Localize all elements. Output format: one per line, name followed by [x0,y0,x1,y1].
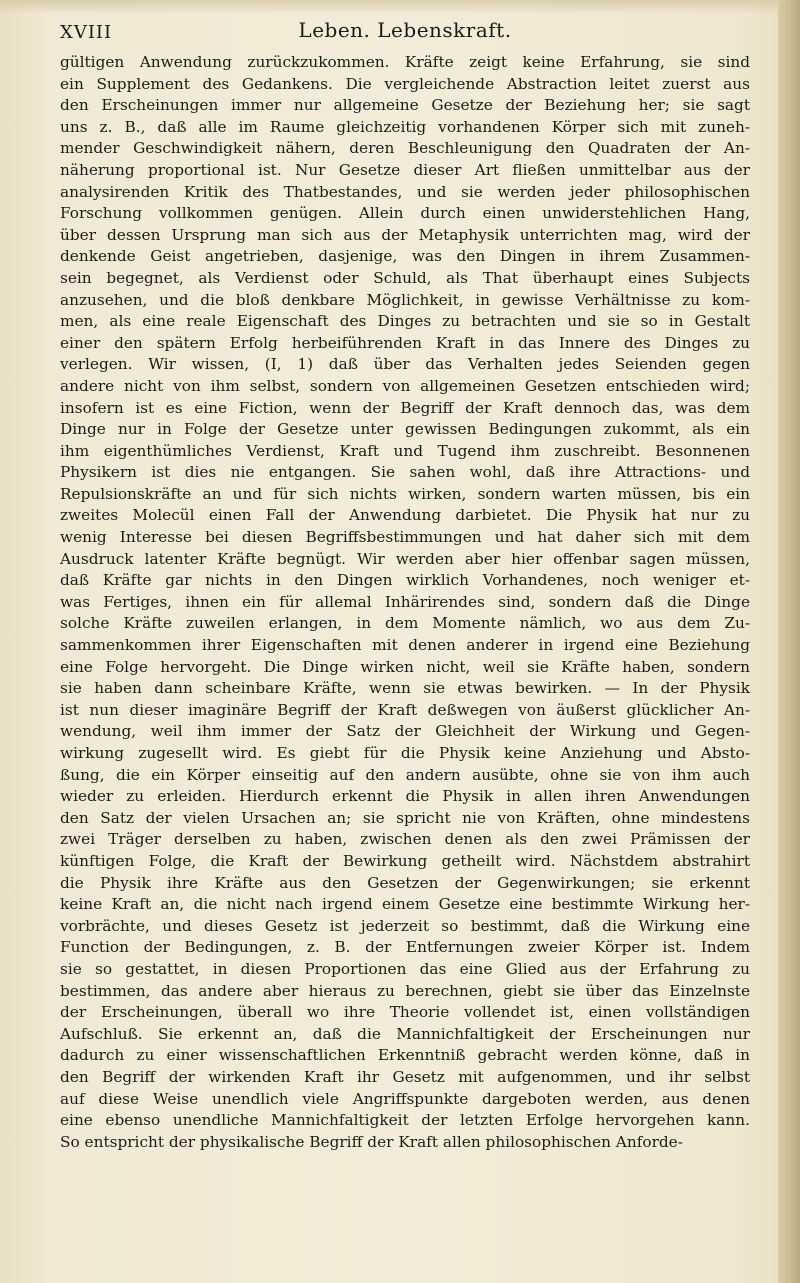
text-line: solche Kräfte zuweilen erlangen, in dem Momente nämlich, wo aus dem Zu- [60,614,750,633]
text-line: andere nicht von ihm selbst, sondern von allgemeinen Gesetzen entschieden wird; [60,376,750,395]
text-line: wenig Interesse bei diesen Begriffsbestimmungen und hat daher sich mit dem [60,528,750,547]
running-head: Leben. Lebenskraft. [298,18,512,42]
page-binding-edge [778,0,800,1283]
text-line: was Fertiges, ihnen ein für allemal Inhärirendes sind, sondern daß die Dinge [60,592,750,611]
text-line: daß Kräfte gar nichts in den Dingen wirklich Vorhandenes, noch weniger et- [60,571,750,590]
text-line: einer den spätern Erfolg herbeiführenden Kraft in das Innere des Dinges zu [60,333,750,352]
text-line: ist nun dieser imaginäre Begriff der Kraft deßwegen von äußerst glücklicher An- [60,700,750,719]
text-line: Repulsionskräfte an und für sich nichts wirken, sondern warten müssen, bis ein [60,484,750,503]
text-line: vorbrächte, und dieses Gesetz ist jederzeit so bestimmt, daß die Wirkung eine [60,916,750,935]
text-line: wendung, weil ihm immer der Satz der Gleichheit der Wirkung und Gegen- [60,722,750,741]
text-line: sie so gestattet, in diesen Proportionen das eine Glied aus der Erfahrung zu [60,959,750,978]
text-line: ßung, die ein Körper einseitig auf den andern ausübte, ohne sie von ihm auch [60,765,750,784]
text-line: verlegen. Wir wissen, (I, 1) daß über das Verhalten jedes Seienden gegen [60,355,750,374]
text-line: sein begegnet, als Verdienst oder Schuld, als That überhaupt eines Subjects [60,268,750,287]
text-line: uns z. B., daß alle im Raume gleichzeitig vorhandenen Körper sich mit zuneh- [60,117,750,136]
text-line: ein Supplement des Gedankens. Die vergleichende Abstraction leitet zuerst aus [60,74,750,93]
text-line: über dessen Ursprung man sich aus der Metaphysik unterrichten mag, wird der [60,225,750,244]
text-line: auf diese Weise unendlich viele Angriffspunkte dargeboten werden, aus denen [60,1089,750,1108]
text-line: eine ebenso unendliche Mannichfaltigkeit der letzten Erfolge hervorgehen kann. [60,1111,750,1130]
text-line: die Physik ihre Kräfte aus den Gesetzen der Gegenwirkungen; sie erkennt [60,873,750,892]
text-line: So entspricht der physikalische Begriff der Kraft allen philosophischen Anforde- [60,1132,683,1151]
text-line: eine Folge hervorgeht. Die Dinge wirken nicht, weil sie Kräfte haben, sondern [60,657,750,676]
text-line: den Begriff der wirkenden Kraft ihr Gesetz mit aufgenommen, und ihr selbst [60,1067,750,1086]
text-line: keine Kraft an, die nicht nach irgend einem Gesetze eine bestimmte Wirkung her- [60,895,750,914]
text-line: denkende Geist angetrieben, dasjenige, was den Dingen in ihrem Zusammen- [60,247,750,266]
text-line: wieder zu erleiden. Hierdurch erkennt die Physik in allen ihren Anwendungen [60,787,750,806]
text-line: sie haben dann scheinbare Kräfte, wenn sie etwas bewirken. — In der Physik [60,679,750,698]
text-line: Forschung vollkommen genügen. Allein durch einen unwiderstehlichen Hang, [60,204,750,223]
text-line: der Erscheinungen, überall wo ihre Theorie vollendet ist, einen vollständigen [60,1003,750,1022]
text-line: wirkung zugesellt wird. Es giebt für die Physik keine Anziehung und Absto- [60,744,750,762]
text-line: Aufschluß. Sie erkennt an, daß die Mannichfaltigkeit der Erscheinungen nur [60,1024,750,1043]
text-line: den Erscheinungen immer nur allgemeine Gesetze der Beziehung her; sie sagt [60,96,750,115]
text-line: zweites Molecül einen Fall der Anwendung darbietet. Die Physik hat nur zu [60,506,750,525]
text-line: zwei Träger derselben zu haben, zwischen denen als den zwei Prämissen der [60,830,750,849]
page-header [60,18,750,48]
text-line: gültigen Anwendung zurückzukommen. Kräfte zeigt keine Erfahrung, sie sind [60,53,750,71]
text-line: mender Geschwindigkeit nähern, deren Beschleunigung den Quadraten der An- [60,139,750,158]
page-top-edge [0,0,800,14]
text-line: Ausdruck latenter Kräfte begnügt. Wir werden aber hier offenbar sagen müssen, [60,549,750,568]
text-line: bestimmen, das andere aber hieraus zu berechnen, giebt sie über das Einzelnste [60,981,750,1000]
text-line: Dinge nur in Folge der Gesetze unter gewissen Bedingungen zukommt, als ein [60,420,750,439]
text-line: anzusehen, und die bloß denkbare Möglichkeit, in gewisse Verhältnisse zu kom- [60,290,750,309]
page-number: XVIII [60,22,113,43]
body-text [60,52,750,1262]
text-line: insofern ist es eine Fiction, wenn der Begriff der Kraft dennoch das, was dem [60,398,750,417]
text-line: den Satz der vielen Ursachen an; sie spricht nie von Kräften, ohne mindestens [60,808,750,827]
text-line: näherung proportional ist. Nur Gesetze dieser Art fließen unmittelbar aus der [60,160,750,179]
text-line: dadurch zu einer wissenschaftlichen Erkenntniß gebracht werden könne, daß in [60,1046,750,1065]
text-line: analysirenden Kritik des Thatbestandes, und sie werden jeder philosophischen [60,182,750,201]
text-line: Function der Bedingungen, z. B. der Entfernungen zweier Körper ist. Indem [60,938,750,957]
text-line: sammenkommen ihrer Eigenschaften mit denen anderer in irgend eine Beziehung [60,636,750,655]
text-line: Physikern ist dies nie entgangen. Sie sahen wohl, daß ihre Attractions- und [60,463,750,482]
text-line: men, als eine reale Eigenschaft des Dinges zu betrachten und sie so in Gestalt [60,312,750,331]
text-line: ihm eigenthümliches Verdienst, Kraft und Tugend ihm zuschreibt. Besonnenen [60,441,750,460]
text-line: künftigen Folge, die Kraft der Bewirkung getheilt wird. Nächstdem abstrahirt [60,851,750,870]
